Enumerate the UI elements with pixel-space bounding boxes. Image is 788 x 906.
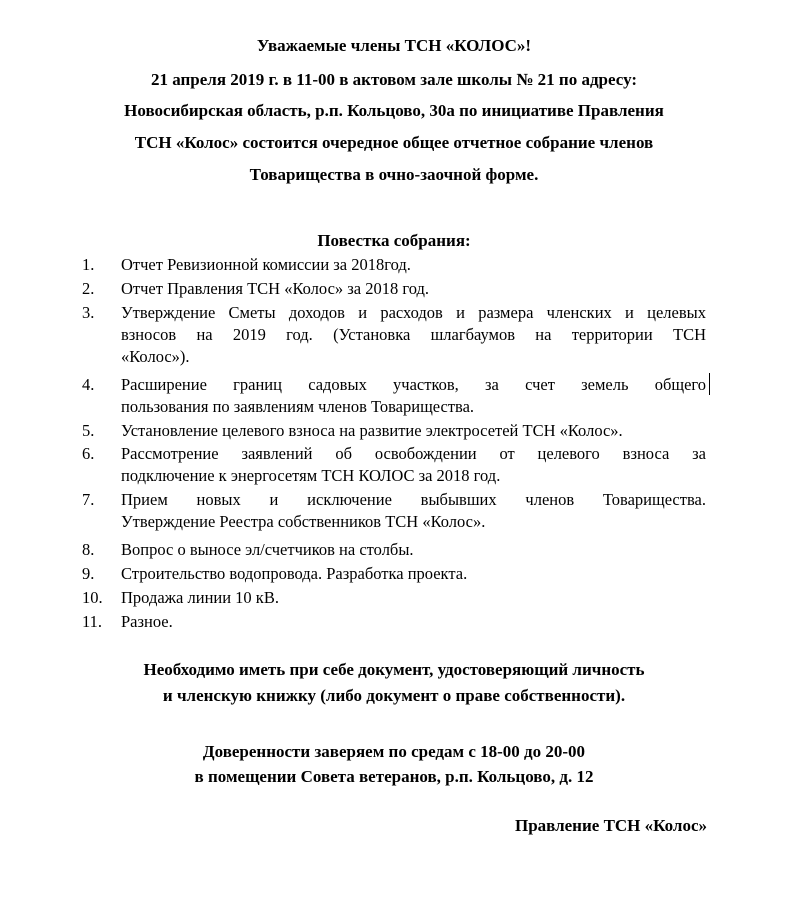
agenda-item-text: Утверждение Сметы доходов и расходов и размера членских и целевых взносов на 2019 год. (Установка шлагбаумов на территории ТСН «Колос»). xyxy=(121,303,706,366)
agenda-item-number: 6. xyxy=(82,444,95,463)
agenda-item-number: 9. xyxy=(82,564,95,583)
agenda-item-text: Рассмотрение заявлений об освобождении от целевого взноса за подключение к энергосетям ТСН КОЛОС за 2018 год. xyxy=(121,444,706,485)
agenda-item-number: 11. xyxy=(82,612,103,631)
agenda-item-number: 3. xyxy=(82,303,95,322)
agenda-item-text: Строительство водопровода. Разработка проекта. xyxy=(121,564,468,583)
text-cursor xyxy=(709,373,710,395)
agenda-item-number: 7. xyxy=(82,490,95,509)
agenda-item-text: Разное. xyxy=(121,612,173,631)
signature: Правление ТСН «Колос» xyxy=(514,816,707,835)
notice-line: Необходимо иметь при себе документ, удостоверяющий личность xyxy=(143,660,645,679)
notice-line: и членскую книжку (либо документ о праве собственности). xyxy=(162,686,626,705)
agenda-item-number: 1. xyxy=(82,255,95,274)
agenda-item-number: 5. xyxy=(82,421,95,440)
proxy-line: Доверенности заверяем по средам с 18-00 до 20-00 xyxy=(202,742,586,761)
agenda-item-number: 2. xyxy=(82,279,95,298)
agenda-item-text: Расширение границ садовых участков, за счет земель общего пользования по заявлениям членов Товарищества. xyxy=(121,375,706,416)
header-line-meeting: ТСН «Колос» состоится очередное общее отчетное собрание членов xyxy=(134,133,654,152)
greeting-line: Уважаемые члены ТСН «КОЛОС»! xyxy=(256,36,532,55)
header-line-date: 21 апреля 2019 г. в 11-00 в актовом зале школы № 21 по адресу: xyxy=(150,70,638,89)
agenda-item-number: 10. xyxy=(82,588,103,607)
header-line-address: Новосибирская область, р.п. Кольцово, 30а по инициативе Правления xyxy=(124,101,664,120)
agenda-item-text: Продажа линии 10 кВ. xyxy=(121,588,279,607)
agenda-title: Повестка собрания: xyxy=(317,231,471,250)
agenda-item-text: Прием новых и исключение выбывших членов Товарищества. Утверждение Реестра собственников ТСН «Колос». xyxy=(121,490,706,531)
agenda-item-text: Отчет Правления ТСН «Колос» за 2018 год. xyxy=(121,279,430,298)
agenda-item-text: Отчет Ревизионной комиссии за 2018год. xyxy=(121,255,411,274)
agenda-item-text: Вопрос о выносе эл/счетчиков на столбы. xyxy=(121,540,414,559)
agenda-item-text: Установление целевого взноса на развитие электросетей ТСН «Колос». xyxy=(121,421,623,440)
agenda-item-number: 8. xyxy=(82,540,95,559)
proxy-line: в помещении Совета ветеранов, р.п. Кольцово, д. 12 xyxy=(194,767,594,786)
agenda-item-number: 4. xyxy=(82,375,95,394)
header-line-form: Товарищества в очно-заочной форме. xyxy=(249,165,539,184)
